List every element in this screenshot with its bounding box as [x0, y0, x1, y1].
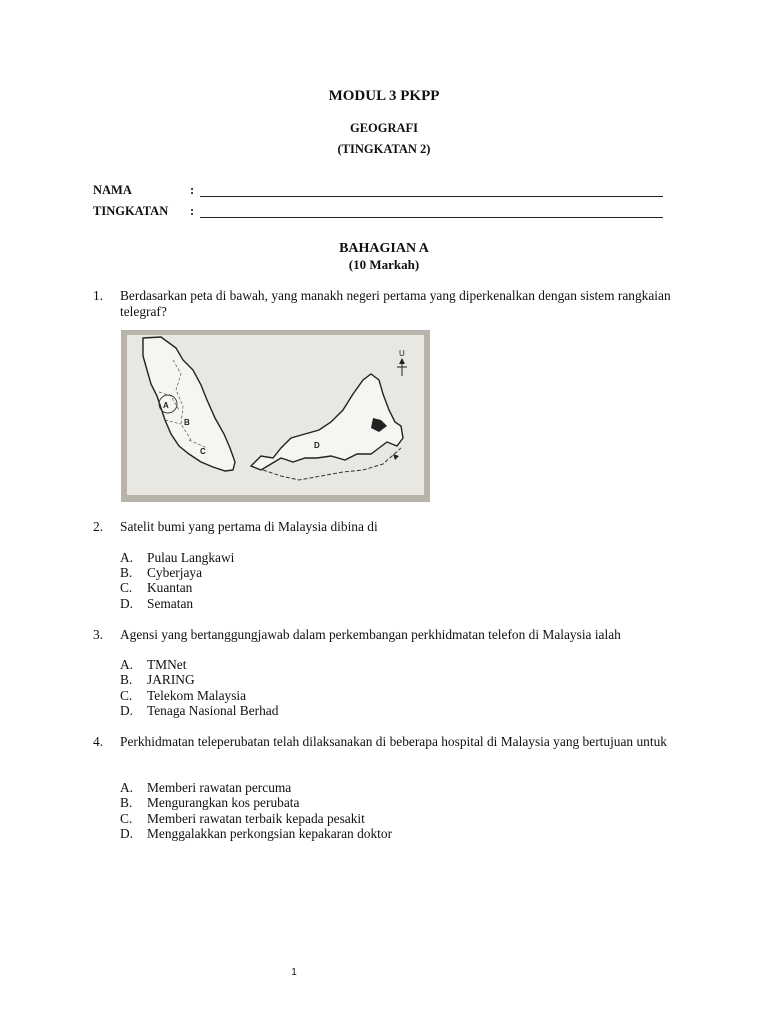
- question-2-text: Satelit bumi yang pertama di Malaysia dibina di: [120, 519, 378, 534]
- level-field-colon: :: [190, 204, 195, 218]
- north-arrow-label: U: [399, 349, 405, 358]
- q4-option-d-text: Menggalakkan perkongsian kepakaran doktor: [147, 826, 393, 841]
- question-3-number: 3.: [93, 627, 104, 642]
- q2-option-d-text: Sematan: [147, 596, 194, 611]
- q4-option-d-letter: D.: [120, 826, 134, 841]
- q4-option-b-letter: B.: [120, 795, 133, 810]
- q2-option-c-text: Kuantan: [147, 580, 193, 595]
- q3-option-d-letter: D.: [120, 703, 134, 718]
- q2-option-c-letter: C.: [120, 580, 133, 595]
- q3-option-d-text: Tenaga Nasional Berhad: [147, 703, 279, 718]
- q4-option-a-text: Memberi rawatan percuma: [147, 780, 292, 795]
- level-field-label: TINGKATAN: [93, 204, 169, 218]
- subject-heading: GEOGRAFI: [349, 121, 419, 135]
- name-field-colon: :: [190, 183, 195, 197]
- q2-option-b-text: Cyberjaya: [147, 565, 203, 580]
- question-3-text: Agensi yang bertanggungjawab dalam perkembangan perkhidmatan telefon di Malaysia ialah: [120, 627, 621, 642]
- q4-option-a-letter: A.: [120, 780, 134, 795]
- q2-option-d-letter: D.: [120, 596, 134, 611]
- question-1-number: 1.: [93, 288, 104, 303]
- q3-option-b-letter: B.: [120, 672, 133, 687]
- q2-option-a-letter: A.: [120, 550, 134, 565]
- question-4-text: Perkhidmatan teleperubatan telah dilaksanakan di beberapa hospital di Malaysia yang bertujuan untuk: [120, 734, 667, 749]
- q3-option-c-text: Telekom Malaysia: [147, 688, 247, 703]
- q4-option-b-text: Mengurangkan kos perubata: [147, 795, 300, 810]
- malaysia-map-image: [121, 330, 430, 502]
- question-2-number: 2.: [93, 519, 104, 534]
- section-title: BAHAGIAN A: [339, 241, 429, 256]
- q2-option-b-letter: B.: [120, 565, 133, 580]
- level-field-line: [200, 217, 663, 218]
- name-field-label: NAMA: [93, 183, 132, 197]
- map-label-d: D: [314, 441, 320, 450]
- q3-option-b-text: JARING: [147, 672, 195, 687]
- q2-option-a-text: Pulau Langkawi: [147, 550, 235, 565]
- q4-option-c-letter: C.: [120, 811, 133, 826]
- question-4-number: 4.: [93, 734, 104, 749]
- level-heading: (TINGKATAN 2): [337, 142, 431, 156]
- map-label-b: B: [184, 418, 190, 427]
- q4-option-c-text: Memberi rawatan terbaik kepada pesakit: [147, 811, 365, 826]
- map-label-c: C: [200, 447, 206, 456]
- q3-option-c-letter: C.: [120, 688, 133, 703]
- q3-option-a-text: TMNet: [147, 657, 187, 672]
- map-label-a: A: [163, 401, 169, 410]
- page-number: 1: [291, 967, 297, 978]
- section-marks: (10 Markah): [348, 257, 420, 272]
- document-title: MODUL 3 PKPP: [328, 88, 440, 104]
- question-1-text: Berdasarkan peta di bawah, yang manakh negeri pertama yang diperkenalkan dengan sistem rangkaian telegraf?: [120, 288, 671, 319]
- name-field-line: [200, 196, 663, 197]
- q3-option-a-letter: A.: [120, 657, 134, 672]
